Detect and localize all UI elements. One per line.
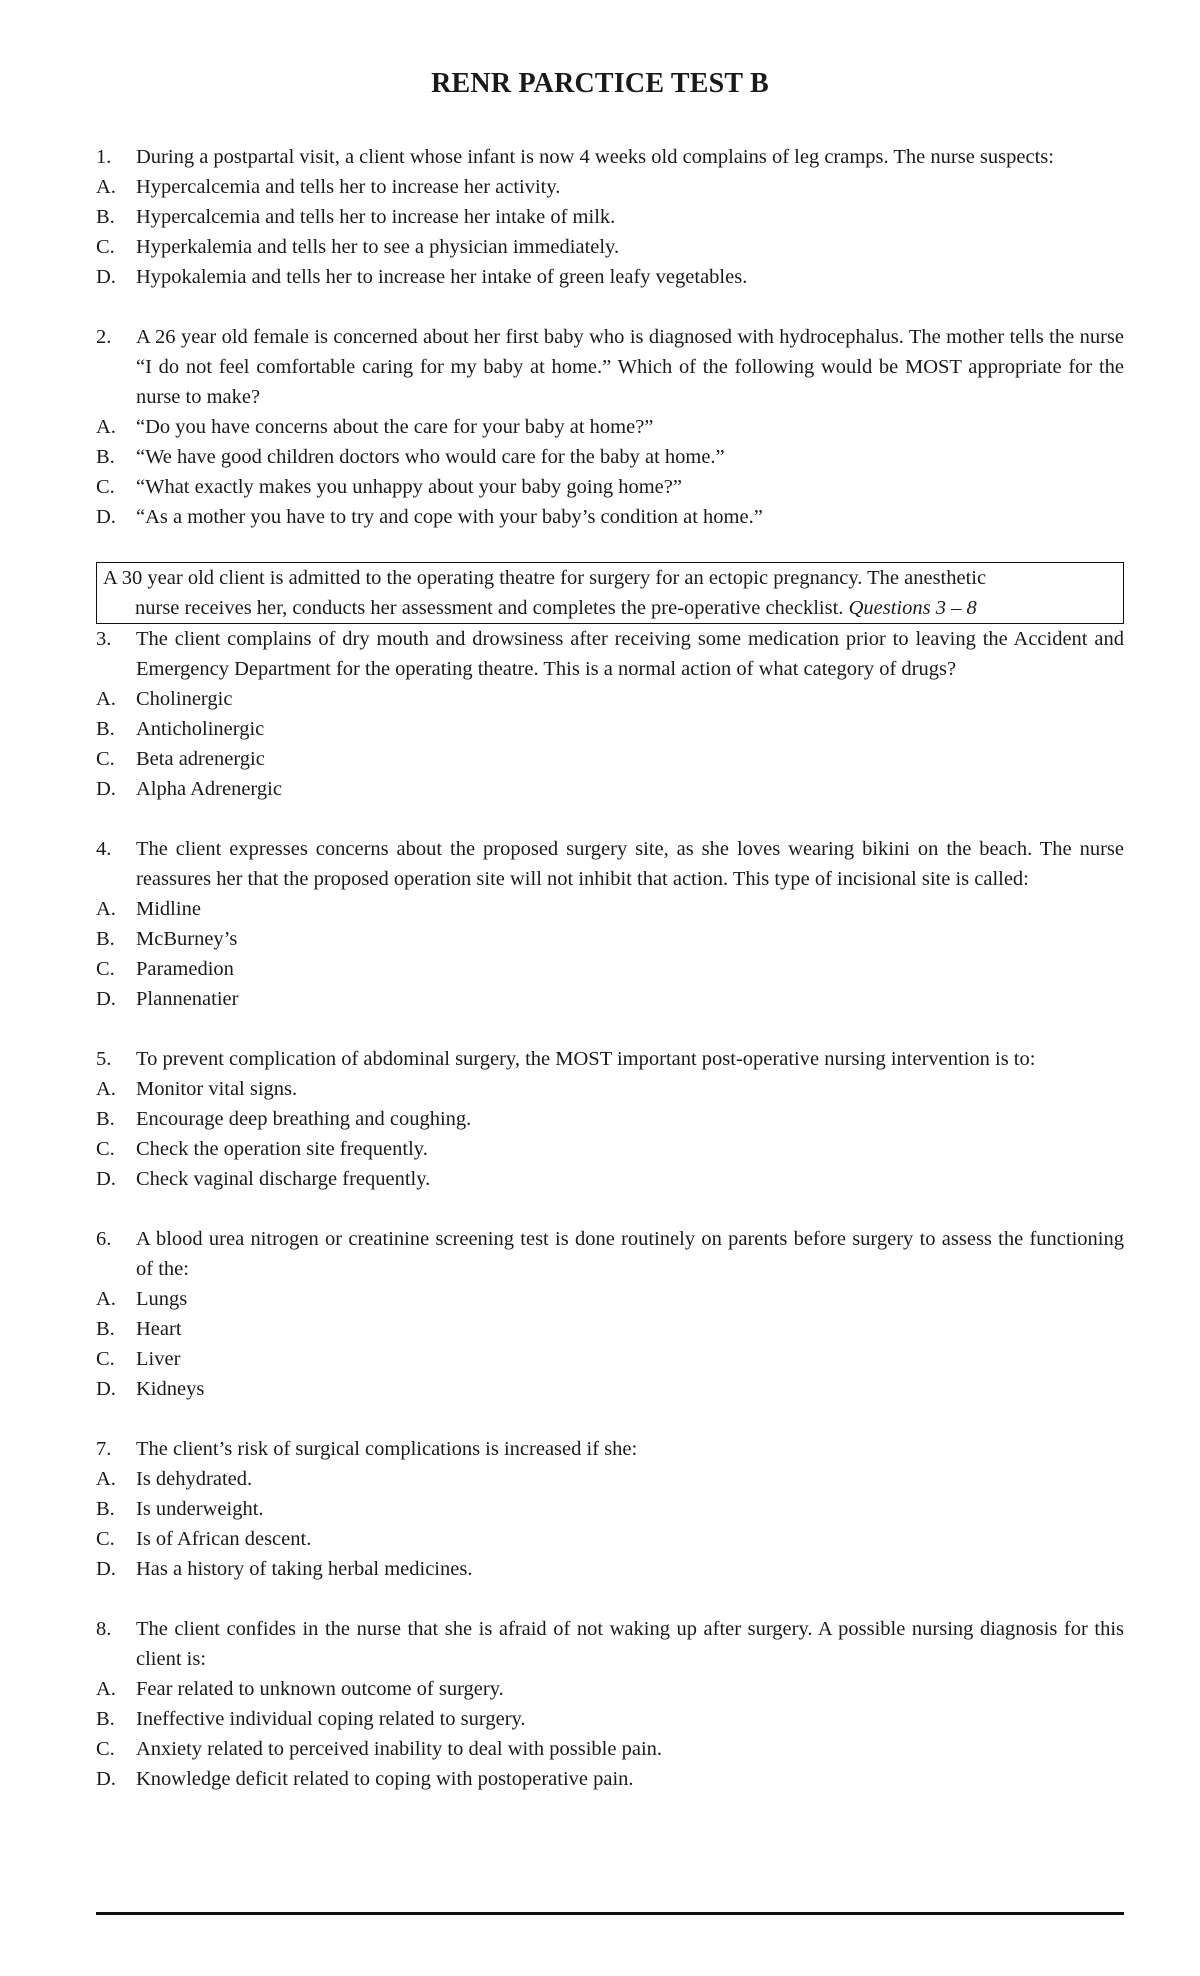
option-text: “We have good children doctors who would care for the baby at home.” bbox=[136, 446, 725, 468]
option-letter: C. bbox=[96, 748, 115, 770]
option-letter: B. bbox=[96, 1108, 115, 1130]
answer-option bbox=[96, 1734, 1124, 1764]
option-letter: A. bbox=[96, 898, 116, 920]
option-text: Monitor vital signs. bbox=[136, 1078, 298, 1100]
question-text: During a postpartal visit, a client whose infant is now 4 weeks old complains of leg cramps. The nurse suspects: bbox=[136, 146, 1054, 168]
question-stem bbox=[96, 1224, 1124, 1284]
answer-option bbox=[96, 1524, 1124, 1554]
scenario-text-line2-wrapper bbox=[103, 593, 1115, 623]
option-text: Cholinergic bbox=[136, 688, 233, 710]
answer-option bbox=[96, 924, 1124, 954]
option-text: Hypercalcemia and tells her to increase her intake of milk. bbox=[136, 206, 616, 228]
option-text: McBurney’s bbox=[136, 928, 238, 950]
question-6 bbox=[96, 1224, 1124, 1404]
option-letter: D. bbox=[96, 1168, 116, 1190]
answer-option bbox=[96, 1464, 1124, 1494]
answer-option bbox=[96, 472, 1124, 502]
question-stem bbox=[96, 322, 1124, 412]
option-letter: A. bbox=[96, 1078, 116, 1100]
question-number: 5. bbox=[96, 1048, 112, 1070]
option-letter: C. bbox=[96, 1738, 115, 1760]
option-letter: A. bbox=[96, 1678, 116, 1700]
option-text: Paramedion bbox=[136, 958, 234, 980]
option-letter: B. bbox=[96, 928, 115, 950]
question-stem bbox=[96, 1614, 1124, 1674]
option-letter: A. bbox=[96, 1468, 116, 1490]
question-number: 2. bbox=[96, 326, 112, 348]
question-number: 3. bbox=[96, 628, 112, 650]
option-letter: D. bbox=[96, 988, 116, 1010]
question-text: The client expresses concerns about the proposed surgery site, as she loves wearing bikini on the beach. The nurse reassures her that the proposed operation site will not inhibit that action. This type of incisional site is called: bbox=[136, 838, 1124, 890]
question-2 bbox=[96, 322, 1124, 532]
answer-option bbox=[96, 1674, 1124, 1704]
answer-option bbox=[96, 1704, 1124, 1734]
question-stem bbox=[96, 624, 1124, 684]
option-text: Plannenatier bbox=[136, 988, 239, 1010]
option-text: Alpha Adrenergic bbox=[136, 778, 282, 800]
option-letter: A. bbox=[96, 416, 116, 438]
option-letter: D. bbox=[96, 1378, 116, 1400]
question-text: A 26 year old female is concerned about her first baby who is diagnosed with hydrocephalus. The mother tells the nurse “I do not feel comfortable caring for my baby at home.” Which of the following would be MOST appropriate for the nurse to make? bbox=[136, 326, 1124, 408]
option-letter: D. bbox=[96, 266, 116, 288]
option-letter: C. bbox=[96, 476, 115, 498]
option-text: Ineffective individual coping related to surgery. bbox=[136, 1708, 526, 1730]
option-text: Check the operation site frequently. bbox=[136, 1138, 428, 1160]
page-title: RENR PARCTICE TEST B bbox=[431, 68, 769, 99]
answer-option bbox=[96, 684, 1124, 714]
answer-option bbox=[96, 984, 1124, 1014]
answer-option bbox=[96, 1764, 1124, 1794]
option-letter: C. bbox=[96, 1348, 115, 1370]
option-letter: C. bbox=[96, 1138, 115, 1160]
option-text: Anxiety related to perceived inability to deal with possible pain. bbox=[136, 1738, 663, 1760]
footer-divider bbox=[96, 1912, 1124, 1915]
answer-option bbox=[96, 1374, 1124, 1404]
question-5 bbox=[96, 1044, 1124, 1194]
option-text: Is underweight. bbox=[136, 1498, 264, 1520]
answer-option bbox=[96, 774, 1124, 804]
answer-option bbox=[96, 1134, 1124, 1164]
option-text: Kidneys bbox=[136, 1378, 205, 1400]
option-letter: D. bbox=[96, 1558, 116, 1580]
option-text: Anticholinergic bbox=[136, 718, 265, 740]
option-letter: C. bbox=[96, 958, 115, 980]
scenario-question-ref: Questions 3 – 8 bbox=[848, 597, 977, 619]
answer-option bbox=[96, 412, 1124, 442]
question-text: To prevent complication of abdominal surgery, the MOST important post-operative nursing intervention is to: bbox=[136, 1048, 1036, 1070]
option-letter: A. bbox=[96, 176, 116, 198]
scenario-text-line1: A 30 year old client is admitted to the operating theatre for surgery for an ectopic pregnancy. The anesthetic bbox=[103, 567, 987, 589]
answer-option bbox=[96, 894, 1124, 924]
answer-option bbox=[96, 1314, 1124, 1344]
option-letter: B. bbox=[96, 1498, 115, 1520]
answer-option bbox=[96, 1284, 1124, 1314]
option-letter: D. bbox=[96, 778, 116, 800]
answer-option bbox=[96, 202, 1124, 232]
answer-option bbox=[96, 442, 1124, 472]
option-text: Beta adrenergic bbox=[136, 748, 265, 770]
question-stem bbox=[96, 142, 1124, 172]
answer-option bbox=[96, 232, 1124, 262]
option-text: Lungs bbox=[136, 1288, 188, 1310]
question-1 bbox=[96, 142, 1124, 292]
answer-option bbox=[96, 744, 1124, 774]
question-list bbox=[96, 142, 1124, 1824]
option-letter: B. bbox=[96, 446, 115, 468]
option-letter: B. bbox=[96, 206, 115, 228]
option-letter: B. bbox=[96, 718, 115, 740]
option-text: “As a mother you have to try and cope with your baby’s condition at home.” bbox=[136, 506, 763, 528]
question-text: A blood urea nitrogen or creatinine screening test is done routinely on parents before surgery to assess the functioning of the: bbox=[136, 1228, 1124, 1280]
option-letter: C. bbox=[96, 236, 115, 258]
question-text: The client complains of dry mouth and drowsiness after receiving some medication prior to leaving the Accident and Emergency Department for the operating theatre. This is a normal action of what category of drugs? bbox=[136, 628, 1124, 680]
answer-option bbox=[96, 1164, 1124, 1194]
answer-option bbox=[96, 714, 1124, 744]
question-7 bbox=[96, 1434, 1124, 1584]
answer-option bbox=[96, 1074, 1124, 1104]
question-text: The client confides in the nurse that she is afraid of not waking up after surgery. A possible nursing diagnosis for this client is: bbox=[136, 1618, 1124, 1670]
option-text: Fear related to unknown outcome of surgery. bbox=[136, 1678, 504, 1700]
answer-option bbox=[96, 262, 1124, 292]
option-letter: B. bbox=[96, 1318, 115, 1340]
question-8 bbox=[96, 1614, 1124, 1794]
option-letter: A. bbox=[96, 1288, 116, 1310]
scenario-text-line2: nurse receives her, conducts her assessment and completes the pre-operative checklist. bbox=[135, 597, 844, 619]
answer-option bbox=[96, 1104, 1124, 1134]
option-letter: D. bbox=[96, 1768, 116, 1790]
question-text: The client’s risk of surgical complications is increased if she: bbox=[136, 1438, 638, 1460]
question-3 bbox=[96, 624, 1124, 804]
question-stem bbox=[96, 1044, 1124, 1074]
option-text: Encourage deep breathing and coughing. bbox=[136, 1108, 472, 1130]
answer-option bbox=[96, 172, 1124, 202]
option-letter: C. bbox=[96, 1528, 115, 1550]
option-text: Check vaginal discharge frequently. bbox=[136, 1168, 431, 1190]
question-number: 1. bbox=[96, 146, 112, 168]
answer-option bbox=[96, 1494, 1124, 1524]
question-number: 6. bbox=[96, 1228, 112, 1250]
question-stem bbox=[96, 834, 1124, 894]
answer-option bbox=[96, 502, 1124, 532]
question-number: 4. bbox=[96, 838, 112, 860]
option-text: Midline bbox=[136, 898, 201, 920]
scenario-box bbox=[96, 562, 1124, 624]
option-text: Has a history of taking herbal medicines. bbox=[136, 1558, 473, 1580]
option-text: Hyperkalemia and tells her to see a physician immediately. bbox=[136, 236, 620, 258]
option-text: Heart bbox=[136, 1318, 182, 1340]
option-text: “Do you have concerns about the care for your baby at home?” bbox=[136, 416, 654, 438]
question-number: 8. bbox=[96, 1618, 112, 1640]
option-letter: B. bbox=[96, 1708, 115, 1730]
option-text: Is dehydrated. bbox=[136, 1468, 253, 1490]
answer-option bbox=[96, 1344, 1124, 1374]
option-letter: A. bbox=[96, 688, 116, 710]
question-4 bbox=[96, 834, 1124, 1014]
question-stem bbox=[96, 1434, 1124, 1464]
answer-option bbox=[96, 1554, 1124, 1584]
option-text: Knowledge deficit related to coping with postoperative pain. bbox=[136, 1768, 634, 1790]
option-text: “What exactly makes you unhappy about your baby going home?” bbox=[136, 476, 682, 498]
option-text: Hypokalemia and tells her to increase her intake of green leafy vegetables. bbox=[136, 266, 748, 288]
question-number: 7. bbox=[96, 1438, 112, 1460]
option-text: Hypercalcemia and tells her to increase her activity. bbox=[136, 176, 561, 198]
option-text: Liver bbox=[136, 1348, 181, 1370]
answer-option bbox=[96, 954, 1124, 984]
option-text: Is of African descent. bbox=[136, 1528, 312, 1550]
option-letter: D. bbox=[96, 506, 116, 528]
